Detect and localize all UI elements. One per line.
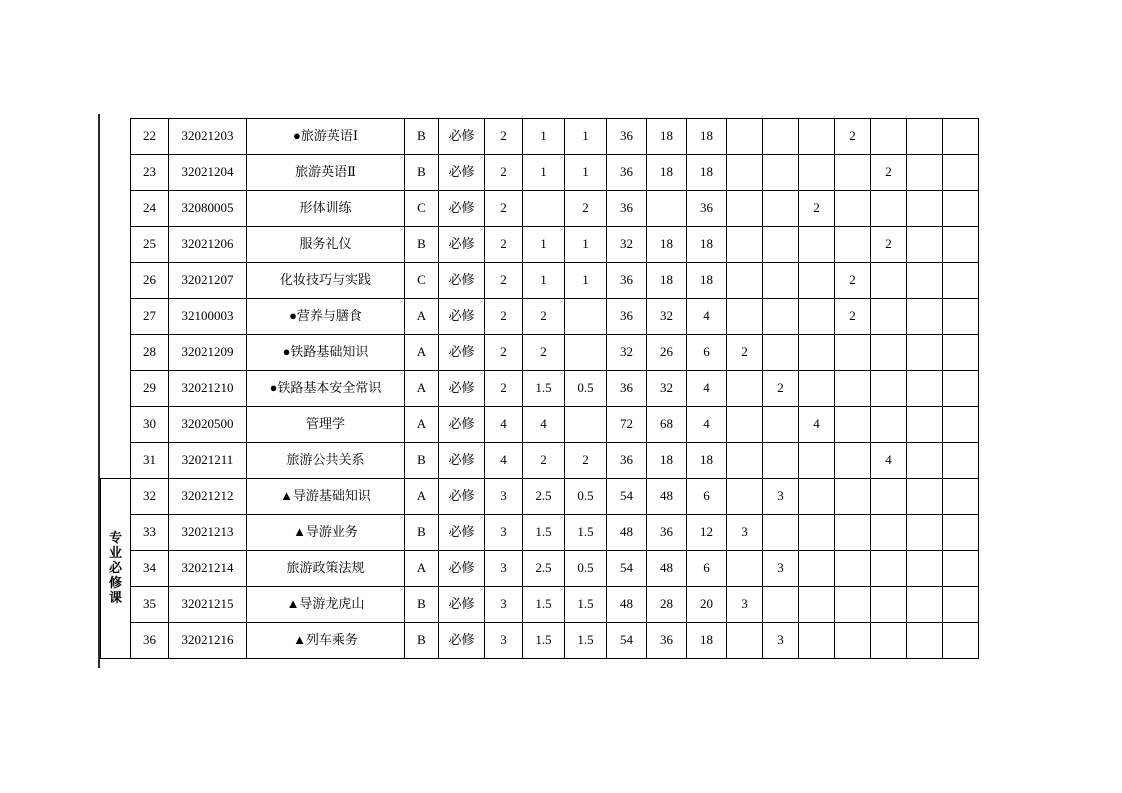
semester-7-cell: [943, 335, 979, 371]
total-hours-cell: 72: [607, 407, 647, 443]
semester-6-cell: [907, 407, 943, 443]
semester-6-cell: [907, 551, 943, 587]
course-type-cell: 必修: [439, 587, 485, 623]
table-row: [101, 407, 979, 443]
course-category-cell: [101, 479, 131, 659]
table-row: [101, 227, 979, 263]
semester-7-cell: [943, 443, 979, 479]
theory-hours-cell: 1.5: [523, 587, 565, 623]
credit-cell: 2: [485, 119, 523, 155]
lab-hours-cell: 6: [687, 479, 727, 515]
course-name-cell: 旅游政策法规: [247, 551, 405, 587]
credit-cell: 2: [485, 371, 523, 407]
credit-cell: 2: [485, 263, 523, 299]
theory-hours-cell: 2.5: [523, 479, 565, 515]
semester-1-cell: [727, 551, 763, 587]
semester-2-cell: [763, 155, 799, 191]
semester-3-cell: [799, 551, 835, 587]
course-name-cell: 形体训练: [247, 191, 405, 227]
practice-hours-cell: 0.5: [565, 551, 607, 587]
course-name-cell: 服务礼仪: [247, 227, 405, 263]
semester-5-cell: [871, 371, 907, 407]
row-number-cell: 33: [131, 515, 169, 551]
row-number-cell: 32: [131, 479, 169, 515]
row-number-cell: 26: [131, 263, 169, 299]
credit-cell: 3: [485, 479, 523, 515]
course-code-cell: 32080005: [169, 191, 247, 227]
course-code-cell: 32021213: [169, 515, 247, 551]
course-code-cell: 32021209: [169, 335, 247, 371]
theory-hours-cell: 2: [523, 299, 565, 335]
course-type-cell: 必修: [439, 299, 485, 335]
semester-4-cell: [835, 407, 871, 443]
course-type-cell: 必修: [439, 479, 485, 515]
course-level-cell: A: [405, 551, 439, 587]
semester-6-cell: [907, 443, 943, 479]
course-type-cell: 必修: [439, 515, 485, 551]
row-number-cell: 30: [131, 407, 169, 443]
semester-5-cell: [871, 587, 907, 623]
semester-2-cell: [763, 263, 799, 299]
semester-3-cell: [799, 371, 835, 407]
theory-hours-cell: 1: [523, 119, 565, 155]
semester-2-cell: [763, 443, 799, 479]
credit-cell: 2: [485, 227, 523, 263]
row-number-cell: 35: [131, 587, 169, 623]
theory-hours-cell: 1: [523, 263, 565, 299]
semester-2-cell: [763, 587, 799, 623]
category-spacer-cell: [101, 263, 131, 299]
lecture-hours-cell: 18: [647, 443, 687, 479]
semester-4-cell: [835, 443, 871, 479]
course-schedule-table: [100, 118, 979, 659]
table-row: [101, 371, 979, 407]
course-level-cell: B: [405, 623, 439, 659]
theory-hours-cell: 1.5: [523, 515, 565, 551]
category-spacer-cell: [101, 155, 131, 191]
lab-hours-cell: 12: [687, 515, 727, 551]
semester-7-cell: [943, 623, 979, 659]
course-type-cell: 必修: [439, 551, 485, 587]
lecture-hours-cell: [647, 191, 687, 227]
semester-4-cell: 2: [835, 299, 871, 335]
credit-cell: 3: [485, 587, 523, 623]
credit-cell: 2: [485, 335, 523, 371]
course-code-cell: 32021206: [169, 227, 247, 263]
semester-7-cell: [943, 515, 979, 551]
lab-hours-cell: 4: [687, 299, 727, 335]
semester-3-cell: [799, 155, 835, 191]
row-number-cell: 27: [131, 299, 169, 335]
semester-3-cell: [799, 443, 835, 479]
table-body: [101, 119, 979, 659]
total-hours-cell: 32: [607, 335, 647, 371]
semester-2-cell: 2: [763, 371, 799, 407]
semester-6-cell: [907, 335, 943, 371]
total-hours-cell: 32: [607, 227, 647, 263]
course-name-cell: ▲列车乘务: [247, 623, 405, 659]
semester-6-cell: [907, 623, 943, 659]
semester-5-cell: [871, 335, 907, 371]
semester-7-cell: [943, 479, 979, 515]
table-row: [101, 119, 979, 155]
credit-cell: 3: [485, 623, 523, 659]
table-row: [101, 479, 979, 515]
semester-1-cell: [727, 191, 763, 227]
lab-hours-cell: 18: [687, 227, 727, 263]
semester-6-cell: [907, 155, 943, 191]
table-row: [101, 335, 979, 371]
semester-3-cell: [799, 119, 835, 155]
course-type-cell: 必修: [439, 227, 485, 263]
table-row: [101, 623, 979, 659]
course-code-cell: 32020500: [169, 407, 247, 443]
semester-5-cell: 4: [871, 443, 907, 479]
course-code-cell: 32021214: [169, 551, 247, 587]
semester-6-cell: [907, 191, 943, 227]
credit-cell: 2: [485, 155, 523, 191]
course-name-cell: 管理学: [247, 407, 405, 443]
practice-hours-cell: 1: [565, 227, 607, 263]
course-code-cell: 32021203: [169, 119, 247, 155]
semester-2-cell: [763, 119, 799, 155]
theory-hours-cell: 2: [523, 443, 565, 479]
semester-1-cell: [727, 407, 763, 443]
course-code-cell: 32021210: [169, 371, 247, 407]
semester-6-cell: [907, 587, 943, 623]
lecture-hours-cell: 36: [647, 515, 687, 551]
semester-3-cell: [799, 335, 835, 371]
lecture-hours-cell: 48: [647, 551, 687, 587]
credit-cell: 4: [485, 407, 523, 443]
semester-2-cell: [763, 515, 799, 551]
semester-3-cell: [799, 479, 835, 515]
lecture-hours-cell: 68: [647, 407, 687, 443]
theory-hours-cell: 4: [523, 407, 565, 443]
semester-3-cell: [799, 587, 835, 623]
row-number-cell: 29: [131, 371, 169, 407]
semester-6-cell: [907, 227, 943, 263]
course-code-cell: 32021211: [169, 443, 247, 479]
course-type-cell: 必修: [439, 623, 485, 659]
lecture-hours-cell: 26: [647, 335, 687, 371]
theory-hours-cell: 1.5: [523, 623, 565, 659]
category-spacer-cell: [101, 335, 131, 371]
course-level-cell: A: [405, 299, 439, 335]
course-category-label: 专业必修课: [108, 530, 122, 605]
category-spacer-cell: [101, 119, 131, 155]
category-spacer-cell: [101, 227, 131, 263]
semester-2-cell: 3: [763, 479, 799, 515]
table-row: [101, 191, 979, 227]
semester-6-cell: [907, 119, 943, 155]
practice-hours-cell: 0.5: [565, 479, 607, 515]
course-type-cell: 必修: [439, 407, 485, 443]
semester-4-cell: [835, 227, 871, 263]
semester-1-cell: [727, 371, 763, 407]
lab-hours-cell: 18: [687, 263, 727, 299]
total-hours-cell: 36: [607, 443, 647, 479]
course-type-cell: 必修: [439, 443, 485, 479]
course-name-cell: ●营养与膳食: [247, 299, 405, 335]
total-hours-cell: 54: [607, 479, 647, 515]
row-number-cell: 31: [131, 443, 169, 479]
semester-5-cell: [871, 119, 907, 155]
semester-4-cell: [835, 335, 871, 371]
semester-7-cell: [943, 191, 979, 227]
course-type-cell: 必修: [439, 155, 485, 191]
semester-6-cell: [907, 479, 943, 515]
course-name-cell: ▲导游基础知识: [247, 479, 405, 515]
category-spacer-cell: [101, 443, 131, 479]
semester-7-cell: [943, 371, 979, 407]
lecture-hours-cell: 36: [647, 623, 687, 659]
course-code-cell: 32100003: [169, 299, 247, 335]
semester-6-cell: [907, 515, 943, 551]
lecture-hours-cell: 18: [647, 119, 687, 155]
semester-1-cell: [727, 623, 763, 659]
course-level-cell: A: [405, 371, 439, 407]
course-level-cell: A: [405, 479, 439, 515]
lab-hours-cell: 4: [687, 371, 727, 407]
lab-hours-cell: 18: [687, 443, 727, 479]
semester-5-cell: [871, 191, 907, 227]
semester-7-cell: [943, 299, 979, 335]
theory-hours-cell: 1.5: [523, 371, 565, 407]
semester-2-cell: [763, 227, 799, 263]
course-name-cell: ▲导游龙虎山: [247, 587, 405, 623]
semester-6-cell: [907, 371, 943, 407]
row-number-cell: 25: [131, 227, 169, 263]
semester-2-cell: [763, 335, 799, 371]
semester-5-cell: 2: [871, 155, 907, 191]
total-hours-cell: 48: [607, 515, 647, 551]
lab-hours-cell: 36: [687, 191, 727, 227]
practice-hours-cell: 1: [565, 263, 607, 299]
table-row: [101, 155, 979, 191]
lecture-hours-cell: 18: [647, 155, 687, 191]
semester-7-cell: [943, 551, 979, 587]
semester-4-cell: [835, 191, 871, 227]
row-number-cell: 34: [131, 551, 169, 587]
semester-5-cell: [871, 479, 907, 515]
theory-hours-cell: 2: [523, 335, 565, 371]
semester-4-cell: [835, 551, 871, 587]
course-level-cell: A: [405, 407, 439, 443]
table-row: [101, 443, 979, 479]
row-number-cell: 23: [131, 155, 169, 191]
course-type-cell: 必修: [439, 335, 485, 371]
category-spacer-cell: [101, 191, 131, 227]
course-type-cell: 必修: [439, 119, 485, 155]
semester-1-cell: [727, 155, 763, 191]
semester-4-cell: [835, 515, 871, 551]
row-number-cell: 28: [131, 335, 169, 371]
practice-hours-cell: [565, 335, 607, 371]
lab-hours-cell: 18: [687, 623, 727, 659]
semester-4-cell: [835, 371, 871, 407]
course-name-cell: 旅游英语Ⅱ: [247, 155, 405, 191]
course-name-cell: ●铁路基础知识: [247, 335, 405, 371]
lecture-hours-cell: 48: [647, 479, 687, 515]
course-name-cell: ●旅游英语Ⅰ: [247, 119, 405, 155]
course-code-cell: 32021216: [169, 623, 247, 659]
row-number-cell: 22: [131, 119, 169, 155]
credit-cell: 2: [485, 299, 523, 335]
practice-hours-cell: 1: [565, 119, 607, 155]
semester-3-cell: 4: [799, 407, 835, 443]
category-spacer-cell: [101, 371, 131, 407]
semester-1-cell: [727, 479, 763, 515]
course-name-cell: ▲导游业务: [247, 515, 405, 551]
semester-1-cell: [727, 443, 763, 479]
total-hours-cell: 36: [607, 299, 647, 335]
semester-4-cell: [835, 155, 871, 191]
semester-3-cell: [799, 263, 835, 299]
theory-hours-cell: 2.5: [523, 551, 565, 587]
semester-7-cell: [943, 227, 979, 263]
practice-hours-cell: 0.5: [565, 371, 607, 407]
course-level-cell: B: [405, 227, 439, 263]
course-code-cell: 32021207: [169, 263, 247, 299]
total-hours-cell: 36: [607, 191, 647, 227]
semester-7-cell: [943, 407, 979, 443]
total-hours-cell: 36: [607, 155, 647, 191]
semester-3-cell: [799, 299, 835, 335]
total-hours-cell: 36: [607, 119, 647, 155]
course-code-cell: 32021212: [169, 479, 247, 515]
course-name-cell: ●铁路基本安全常识: [247, 371, 405, 407]
semester-2-cell: [763, 407, 799, 443]
semester-4-cell: [835, 587, 871, 623]
course-level-cell: B: [405, 155, 439, 191]
lecture-hours-cell: 32: [647, 371, 687, 407]
course-level-cell: B: [405, 587, 439, 623]
semester-2-cell: 3: [763, 551, 799, 587]
semester-5-cell: [871, 263, 907, 299]
semester-1-cell: [727, 263, 763, 299]
semester-1-cell: 3: [727, 515, 763, 551]
lecture-hours-cell: 32: [647, 299, 687, 335]
semester-4-cell: [835, 623, 871, 659]
course-name-cell: 化妆技巧与实践: [247, 263, 405, 299]
table-row: [101, 551, 979, 587]
credit-cell: 4: [485, 443, 523, 479]
practice-hours-cell: [565, 407, 607, 443]
semester-1-cell: 3: [727, 587, 763, 623]
semester-5-cell: [871, 623, 907, 659]
semester-4-cell: [835, 479, 871, 515]
semester-1-cell: 2: [727, 335, 763, 371]
total-hours-cell: 36: [607, 371, 647, 407]
semester-1-cell: [727, 227, 763, 263]
practice-hours-cell: 1: [565, 155, 607, 191]
lecture-hours-cell: 28: [647, 587, 687, 623]
lab-hours-cell: 4: [687, 407, 727, 443]
semester-6-cell: [907, 299, 943, 335]
lecture-hours-cell: 18: [647, 263, 687, 299]
semester-1-cell: [727, 299, 763, 335]
lab-hours-cell: 6: [687, 551, 727, 587]
credit-cell: 3: [485, 551, 523, 587]
semester-2-cell: 3: [763, 623, 799, 659]
course-level-cell: C: [405, 263, 439, 299]
table-row: [101, 299, 979, 335]
course-level-cell: C: [405, 191, 439, 227]
row-number-cell: 24: [131, 191, 169, 227]
semester-2-cell: [763, 191, 799, 227]
semester-3-cell: 2: [799, 191, 835, 227]
table-row: [101, 515, 979, 551]
semester-4-cell: 2: [835, 263, 871, 299]
course-type-cell: 必修: [439, 263, 485, 299]
table-row: [101, 263, 979, 299]
semester-1-cell: [727, 119, 763, 155]
category-spacer-cell: [101, 407, 131, 443]
practice-hours-cell: 2: [565, 191, 607, 227]
category-spacer-cell: [101, 299, 131, 335]
table-row: [101, 587, 979, 623]
semester-5-cell: [871, 407, 907, 443]
course-code-cell: 32021204: [169, 155, 247, 191]
total-hours-cell: 36: [607, 263, 647, 299]
semester-7-cell: [943, 263, 979, 299]
semester-3-cell: [799, 227, 835, 263]
lab-hours-cell: 6: [687, 335, 727, 371]
course-type-cell: 必修: [439, 371, 485, 407]
row-number-cell: 36: [131, 623, 169, 659]
lecture-hours-cell: 18: [647, 227, 687, 263]
practice-hours-cell: 1.5: [565, 515, 607, 551]
semester-3-cell: [799, 515, 835, 551]
semester-5-cell: [871, 515, 907, 551]
course-type-cell: 必修: [439, 191, 485, 227]
total-hours-cell: 54: [607, 623, 647, 659]
practice-hours-cell: [565, 299, 607, 335]
course-level-cell: B: [405, 443, 439, 479]
practice-hours-cell: 2: [565, 443, 607, 479]
lab-hours-cell: 18: [687, 155, 727, 191]
course-level-cell: B: [405, 515, 439, 551]
semester-5-cell: [871, 551, 907, 587]
course-level-cell: A: [405, 335, 439, 371]
course-code-cell: 32021215: [169, 587, 247, 623]
semester-7-cell: [943, 155, 979, 191]
semester-4-cell: 2: [835, 119, 871, 155]
course-name-cell: 旅游公共关系: [247, 443, 405, 479]
practice-hours-cell: 1.5: [565, 587, 607, 623]
semester-5-cell: 2: [871, 227, 907, 263]
credit-cell: 3: [485, 515, 523, 551]
total-hours-cell: 54: [607, 551, 647, 587]
semester-3-cell: [799, 623, 835, 659]
theory-hours-cell: 1: [523, 155, 565, 191]
theory-hours-cell: [523, 191, 565, 227]
lab-hours-cell: 18: [687, 119, 727, 155]
semester-6-cell: [907, 263, 943, 299]
credit-cell: 2: [485, 191, 523, 227]
total-hours-cell: 48: [607, 587, 647, 623]
semester-7-cell: [943, 119, 979, 155]
lab-hours-cell: 20: [687, 587, 727, 623]
course-level-cell: B: [405, 119, 439, 155]
semester-7-cell: [943, 587, 979, 623]
semester-2-cell: [763, 299, 799, 335]
semester-5-cell: [871, 299, 907, 335]
practice-hours-cell: 1.5: [565, 623, 607, 659]
theory-hours-cell: 1: [523, 227, 565, 263]
